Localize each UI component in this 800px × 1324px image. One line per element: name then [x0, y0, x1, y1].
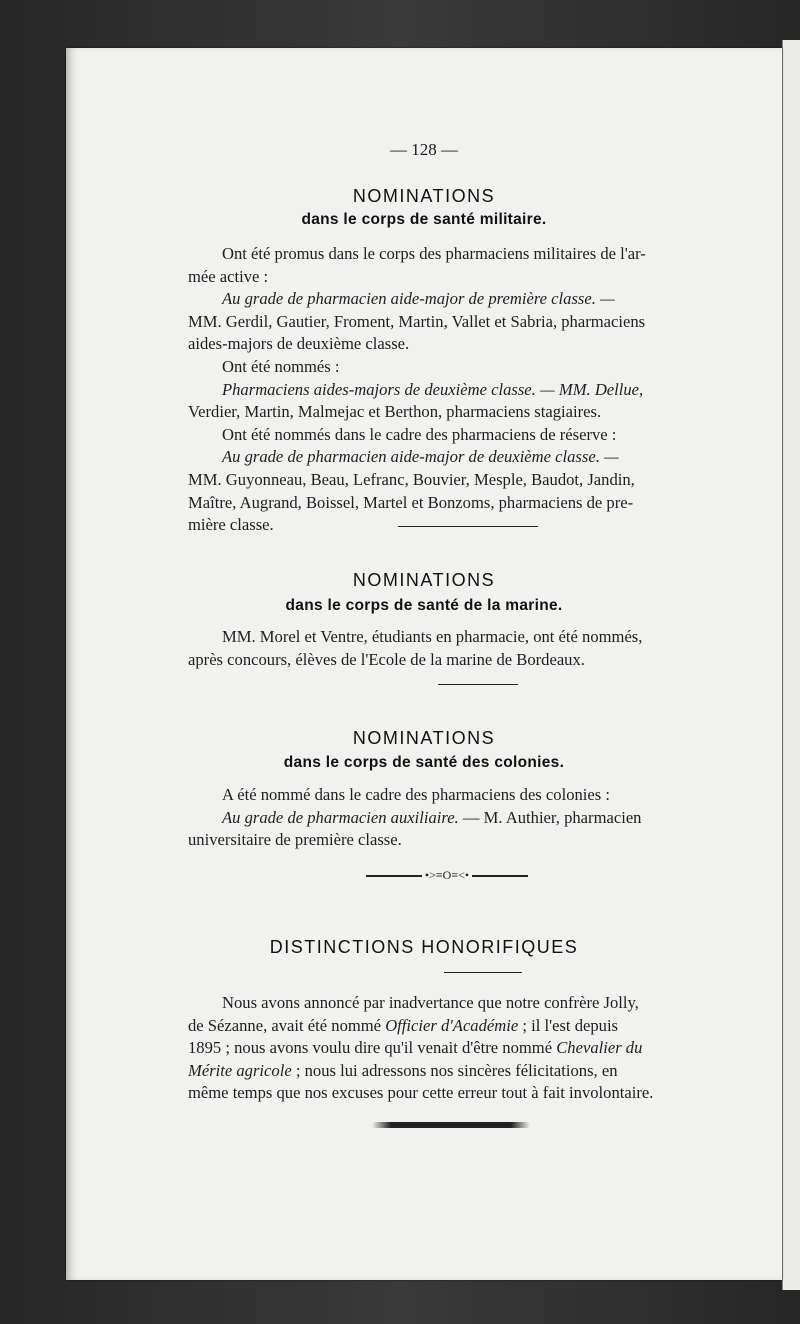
text-line: 1895 ; nous avons voulu dire qu'il venait d'être nommé Chevalier du: [188, 1038, 643, 1058]
text-line: A été nommé dans le cadre des pharmaciens des colonies :: [222, 785, 610, 804]
adjacent-page-edge: [782, 40, 800, 1290]
text-line: de Sézanne, avait été nommé Officier d'Académie ; il l'est depuis: [188, 1015, 619, 1035]
title-underline-rule: [444, 972, 522, 973]
ornamental-divider: [362, 868, 532, 883]
colonies-section-subtitle: dans le corps de santé des colonies.: [283, 754, 565, 771]
marine-section-subtitle: dans le corps de santé de la marine.: [285, 597, 563, 614]
military-section-title: NOMINATIONS: [352, 186, 496, 206]
text-line: universitaire de première classe.: [188, 830, 402, 850]
text-line: Mérite agricole ; nous lui adressons nos sincères félicitations, en: [188, 1060, 618, 1080]
text-line: après concours, élèves de l'Ecole de la marine de Bordeaux.: [188, 649, 585, 669]
marine-section-body: [188, 626, 752, 671]
ornament-line-left: [366, 875, 422, 877]
colonies-section-body: [188, 784, 752, 852]
text-line: Ont été nommés dans le cadre des pharmaciens de réserve :: [222, 424, 617, 444]
text-line: mière classe.: [188, 515, 274, 535]
text-line: Ont été promus dans le corps des pharmaciens militaires de l'ar-: [222, 244, 646, 263]
text-line: mée active :: [188, 266, 269, 286]
text-line: Ont été nommés :: [222, 356, 340, 376]
text-line: Au grade de pharmacien auxiliaire. — M. Authier, pharmacien: [222, 807, 642, 827]
closing-ornamental-rule: [372, 1122, 530, 1128]
colonies-section-title: NOMINATIONS: [352, 728, 496, 748]
text-line: Verdier, Martin, Malmejac et Berthon, pharmaciens stagiaires.: [188, 402, 602, 422]
text-line: MM. Guyonneau, Beau, Lefranc, Bouvier, Mesple, Baudot, Jandin,: [188, 469, 635, 489]
ornament-glyph: •>≡O≡<•: [424, 868, 470, 882]
page-number: — 128 —: [390, 140, 458, 159]
text-line: aides-majors de deuxième classe.: [188, 334, 410, 354]
military-section-subtitle: dans le corps de santé militaire.: [301, 211, 547, 228]
military-section-body: [188, 243, 752, 537]
distinctions-section-title: DISTINCTIONS HONORIFIQUES: [269, 937, 579, 957]
text-line: Pharmaciens aides-majors de deuxième classe. — MM. Dellue,: [222, 379, 644, 399]
book-page: [66, 48, 782, 1280]
marine-section-title: NOMINATIONS: [352, 570, 496, 590]
ornament-line-right: [472, 875, 528, 877]
text-line: même temps que nos excuses pour cette erreur tout à fait involontaire.: [188, 1083, 654, 1103]
text-line: Au grade de pharmacien aide-major de première classe. —: [222, 289, 615, 309]
distinctions-section-body: [188, 992, 752, 1105]
text-line: MM. Gerdil, Gautier, Froment, Martin, Vallet et Sabria, pharmaciens: [188, 311, 646, 331]
text-line: Nous avons annoncé par inadvertance que notre confrère Jolly,: [222, 993, 639, 1012]
section-divider-rule: [438, 684, 518, 685]
text-line: Au grade de pharmacien aide-major de deuxième classe. —: [222, 447, 619, 467]
section-divider-rule: [398, 526, 538, 527]
text-line: Maître, Augrand, Boissel, Martel et Bonzoms, pharmaciens de pre-: [188, 492, 634, 512]
text-line: MM. Morel et Ventre, étudiants en pharmacie, ont été nommés,: [222, 627, 643, 646]
